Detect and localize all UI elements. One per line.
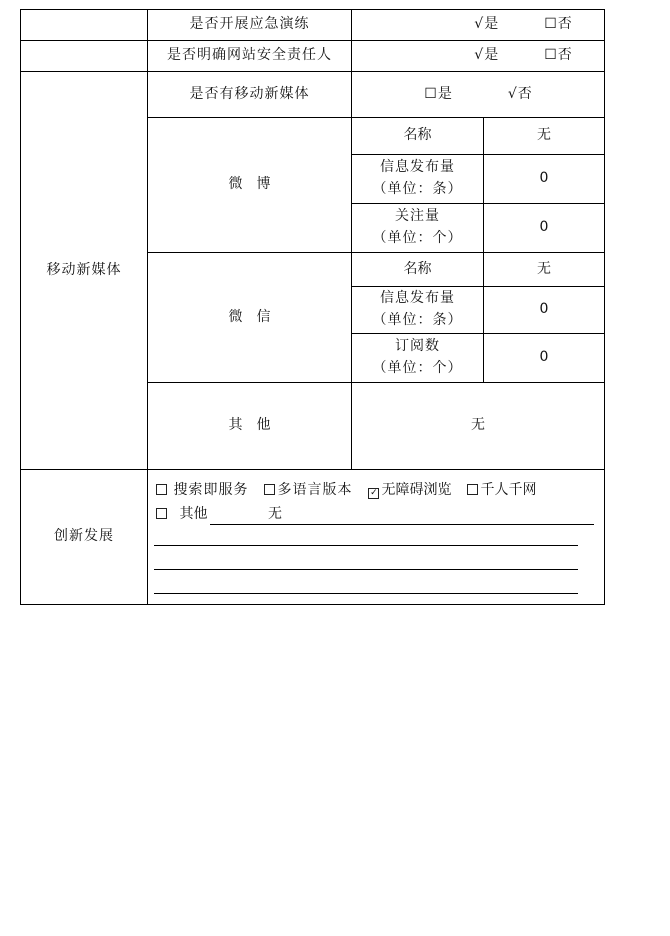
option-personalized[interactable]: [467, 480, 536, 502]
option-search-service[interactable]: [156, 480, 248, 502]
weibo-posts-value: 0: [484, 155, 605, 204]
option-label: 搜索即服务: [173, 482, 249, 498]
innovation-section-label: 创新发展: [21, 470, 148, 605]
other-underline: [210, 524, 594, 525]
checkbox-icon: ☐: [544, 16, 557, 33]
option-accessibility[interactable]: [368, 480, 451, 502]
has-media-yes-option[interactable]: [424, 84, 452, 106]
has-media-label: 是否有移动新媒体: [148, 72, 352, 118]
other-media-label: 其 他: [148, 383, 352, 470]
report-table: [20, 9, 605, 605]
has-media-options: [352, 72, 605, 118]
other-value[interactable]: 无: [268, 505, 282, 522]
weibo-follow-label: [352, 204, 484, 253]
wechat-sub-value: 0: [484, 334, 605, 383]
blank-line-2: [154, 569, 578, 570]
drill-no-option[interactable]: [544, 14, 572, 36]
mobile-section-label: 移动新媒体: [21, 72, 148, 470]
checked-checkbox-icon[interactable]: ✓: [370, 488, 378, 498]
wechat-posts-value: 0: [484, 287, 605, 334]
option-multilingual[interactable]: [264, 480, 352, 502]
sub-label-text: 订阅数: [395, 338, 440, 355]
option-label: 多语言版本: [277, 482, 353, 498]
posts-label-text: 信息发布量: [380, 290, 455, 307]
sub-unit-text: （单位：个）: [372, 360, 463, 376]
responsible-options: [352, 41, 605, 72]
posts-unit-text: （单位：条）: [372, 181, 463, 197]
checkbox-icon[interactable]: [156, 484, 167, 495]
row-innovation: [21, 470, 605, 605]
checkbox-icon[interactable]: [156, 508, 167, 519]
wechat-name-label: 名称: [352, 253, 484, 287]
row-responsible: [21, 41, 605, 72]
blank-section-cell: [21, 41, 148, 72]
posts-unit-text: （单位：条）: [372, 312, 463, 328]
drill-label: 是否开展应急演练: [148, 10, 352, 41]
option-label: 千人千网: [480, 482, 537, 498]
responsible-no-option[interactable]: [544, 45, 572, 67]
wechat-posts-label: [352, 287, 484, 334]
option-label: 无障碍浏览: [381, 482, 452, 498]
row-drill: [21, 10, 605, 41]
innovation-cell: [148, 470, 605, 605]
yes-label: 是: [484, 16, 499, 33]
yes-label: 是: [484, 47, 499, 64]
weibo-label: 微 博: [148, 118, 352, 253]
weibo-follow-value: 0: [484, 204, 605, 253]
checkbox-icon: ☐: [544, 47, 557, 64]
wechat-label: 微 信: [148, 253, 352, 383]
follow-unit-text: （单位：个）: [372, 230, 463, 246]
check-mark-icon: √: [474, 47, 484, 64]
checkbox-icon[interactable]: [264, 484, 275, 495]
no-label: 否: [557, 47, 572, 64]
drill-yes-option[interactable]: [474, 14, 498, 36]
innovation-options: [156, 480, 596, 502]
no-label: 否: [557, 16, 572, 33]
weibo-name-label: 名称: [352, 118, 484, 155]
check-mark-icon: √: [507, 85, 517, 102]
blank-line-3: [154, 593, 578, 594]
checkbox-icon: ☐: [424, 85, 437, 102]
check-mark-icon: √: [474, 16, 484, 33]
follow-label-text: 关注量: [395, 208, 440, 225]
responsible-label: 是否明确网站安全责任人: [148, 41, 352, 72]
blank-line-1: [154, 545, 578, 546]
posts-label-text: 信息发布量: [380, 159, 455, 176]
responsible-yes-option[interactable]: [474, 45, 498, 67]
has-media-no-option[interactable]: [508, 84, 532, 106]
other-label: 其他: [179, 505, 208, 522]
no-label: 否: [517, 85, 532, 102]
innovation-other: [156, 504, 596, 526]
checkbox-icon[interactable]: [467, 484, 478, 495]
wechat-name-value: 无: [484, 253, 605, 287]
wechat-sub-label: [352, 334, 484, 383]
drill-options: [352, 10, 605, 41]
weibo-posts-label: [352, 155, 484, 204]
weibo-name-value: 无: [484, 118, 605, 155]
row-has-media: [21, 72, 605, 118]
other-media-value: 无: [352, 383, 605, 470]
blank-section-cell: [21, 10, 148, 41]
yes-label: 是: [437, 85, 452, 102]
